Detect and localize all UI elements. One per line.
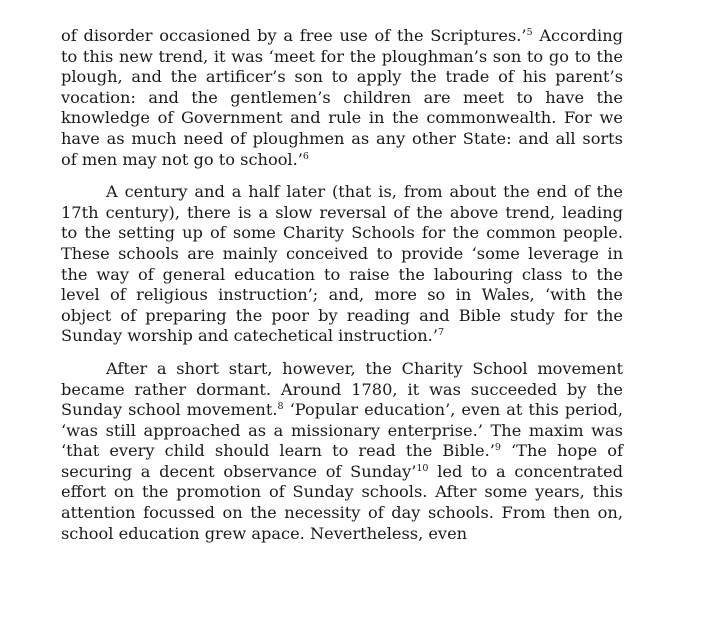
paragraph-1-text-a: of disorder occasioned by a free use of the Scriptures.’ — [61, 26, 527, 45]
paragraph-1-text-b: According to this new trend, it was ‘meet for the ploughman’s son to go to the plough, and the artificer’s son to apply the trade of his parent’s vocation: and the gentlemen’s children are meet to have the knowledge of Government and rule in the commonwealth. For we have as much need of ploughmen as any other State: and all sorts of men may not go to school.’ — [61, 26, 623, 169]
footnote-ref-7: 7 — [437, 327, 445, 339]
paragraph-3 — [61, 359, 623, 544]
paragraph-spacer — [61, 347, 623, 359]
footnote-ref-8: 8 — [277, 401, 284, 413]
paragraph-3-text-b: ‘Popular education’, even at this period, ‘was still approached as a missionary enterprise.’ The maxim was ‘that every child should learn to read the Bible.’ — [61, 400, 623, 461]
paragraph-1 — [61, 26, 623, 170]
footnote-ref-5: 5 — [526, 27, 533, 38]
paragraph-3-text-d: led to a concentrated effort on the promotion of Sunday schools. After some years, this attention focussed on the necessity of day schools. From then on, school education grew apace. Nevertheless, even — [61, 461, 623, 543]
footnote-ref-10: 10 — [416, 462, 429, 474]
document-page — [61, 26, 623, 544]
footnote-ref-9: 9 — [494, 442, 501, 454]
paragraph-spacer — [61, 170, 623, 182]
paragraph-3-text-a: After a short start, however, the Charity School movement became rather dormant. Around 1780, it was succeeded by the Sunday school movement. — [61, 358, 623, 420]
paragraph-2 — [61, 182, 623, 347]
paragraph-3-text-c: ‘The hope of securing a decent observance of Sunday’ — [61, 441, 624, 481]
footnote-ref-6: 6 — [302, 150, 309, 162]
paragraph-2-text-a: A century and a half later (that is, from about the end of the 17th century), there is a slow reversal of the above trend, leading to the setting up of some Charity Schools for the common people. These schools are mainly conceived to provide ‘some leverage in the way of general education to raise the labouring class to the level of religious instruction’; and, more so in Wales, ‘with the object of preparing the poor by reading and Bible study for the Sunday worship and catechetical instruction.’ — [61, 182, 623, 346]
